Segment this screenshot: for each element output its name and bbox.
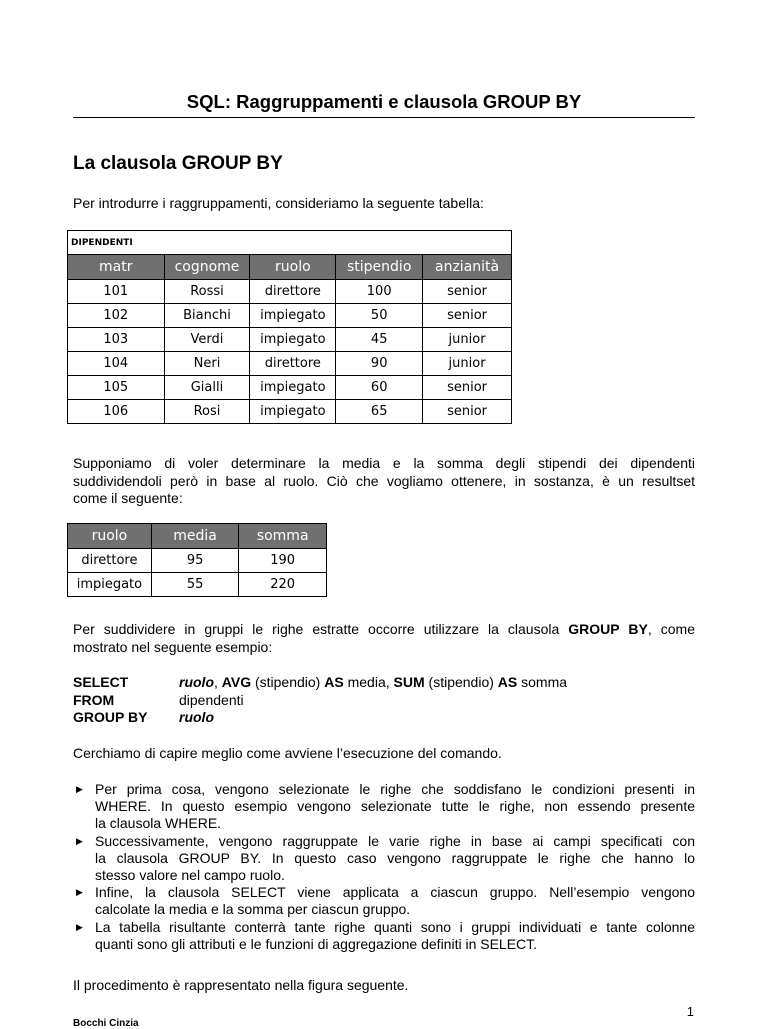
employees-table <box>67 230 512 424</box>
list-item: ▶ Per prima cosa, vengono selezionate le righe che soddisfano le condizioni presenti in WHERE. In questo esempio vengono selezionate tutte le righe, non essendo presente la clausola WHERE. <box>73 781 695 833</box>
table-row <box>68 352 512 376</box>
groupby-paragraph <box>73 621 695 656</box>
table-cell: 101 <box>68 280 165 304</box>
text-line: mostrato nel seguente esempio: <box>73 638 273 655</box>
table-cell: Rossi <box>164 280 250 304</box>
triangle-right-icon: ▶ <box>76 887 83 898</box>
triangle-right-icon: ▶ <box>76 835 83 846</box>
table-cell: 190 <box>239 549 327 573</box>
list-item: ▶ Successivamente, vengono raggruppate le varie righe in base ai campi specificati con la clausola GROUP BY. In questo caso vengono raggruppate le righe che hanno lo stesso valore nel campo ruolo. <box>73 833 695 885</box>
table-cell: 102 <box>68 304 165 328</box>
table-caption: DIPENDENTI <box>68 231 512 255</box>
table-cell: direttore <box>250 280 336 304</box>
column-header: ruolo <box>250 255 336 280</box>
sql-example <box>73 674 695 727</box>
procedure-paragraph: Il procedimento è rappresentato nella figura seguente. <box>73 977 409 993</box>
table-cell: 106 <box>68 400 165 424</box>
header-divider <box>73 117 695 118</box>
table-cell: impiegato <box>250 328 336 352</box>
column-header: cognome <box>164 255 250 280</box>
text-line: suddividendoli però in base al ruolo. Ciò che vogliamo ottenere, in sostanza, è un resultset <box>73 472 695 489</box>
footer-author: Bocchi Cinzia <box>73 1018 139 1029</box>
sql-keyword: FROM <box>73 691 115 708</box>
table-cell: senior <box>423 376 512 400</box>
table-cell: direttore <box>250 352 336 376</box>
table-row <box>68 328 512 352</box>
table-cell: senior <box>423 400 512 424</box>
section-heading: La clausola GROUP BY <box>73 153 283 174</box>
text-line: come il seguente: <box>73 490 183 506</box>
column-header: matr <box>68 255 165 280</box>
sql-from-line: FROM dipendenti <box>73 691 244 708</box>
sql-keyword: SELECT <box>73 674 129 690</box>
triangle-right-icon: ▶ <box>76 784 83 794</box>
table-cell: Verdi <box>164 328 250 352</box>
table-cell: impiegato <box>250 376 336 400</box>
page-number: 1 <box>686 1004 694 1019</box>
text-line: Per suddividere in gruppi le righe estratte occorre utilizzare la clausola GROUP BY, come <box>73 621 696 637</box>
table-row <box>68 304 512 328</box>
table-cell: impiegato <box>250 400 336 424</box>
table-cell: senior <box>423 304 512 328</box>
table-cell: 50 <box>336 304 423 328</box>
table-cell: Bianchi <box>164 304 250 328</box>
table-cell: direttore <box>68 549 152 573</box>
steps-list <box>73 781 695 953</box>
table-cell: 55 <box>151 573 239 597</box>
column-header: stipendio <box>336 255 423 280</box>
column-header: somma <box>239 524 327 549</box>
intro-paragraph: Per introdurre i raggruppamenti, consideriamo la seguente tabella: <box>73 195 484 211</box>
table-cell: 105 <box>68 376 165 400</box>
sql-keyword: GROUP BY <box>73 709 148 725</box>
table-row <box>68 280 512 304</box>
table-row <box>68 400 512 424</box>
table-cell: 95 <box>151 549 239 573</box>
table-row <box>68 573 327 597</box>
table-row <box>68 549 327 573</box>
table-cell: 220 <box>239 573 327 597</box>
understand-paragraph: Cerchiamo di capire meglio come avviene l’esecuzione del comando. <box>73 745 502 761</box>
sql-select-line: SELECT ruolo, AVG (stipendio) AS media, SUM (stipendio) AS somma <box>73 674 568 690</box>
table-cell: impiegato <box>250 304 336 328</box>
column-header: media <box>151 524 239 549</box>
table-cell: 60 <box>336 376 423 400</box>
column-header: anzianità <box>423 255 512 280</box>
triangle-right-icon: ▶ <box>76 921 83 932</box>
list-item: ▶ La tabella risultante conterrà tante righe quanti sono i gruppi individuati e tante colonne quanti sono gli attributi e le funzioni di aggregazione definiti in SELECT. <box>73 919 695 953</box>
text-line: Supponiamo di voler determinare la media e la somma degli stipendi dei dipendenti <box>73 455 695 471</box>
table-cell: Neri <box>164 352 250 376</box>
column-header: ruolo <box>68 524 152 549</box>
table-cell: junior <box>423 328 512 352</box>
sql-groupby-line: GROUP BY ruolo <box>73 709 214 725</box>
page-title: SQL: Raggruppamenti e clausola GROUP BY <box>186 91 582 112</box>
table-cell: 103 <box>68 328 165 352</box>
table-cell: 45 <box>336 328 423 352</box>
table-cell: junior <box>423 352 512 376</box>
list-item: ▶ Infine, la clausola SELECT viene applicata a ciascun gruppo. Nell’esempio vengono calcolate la media e la somma per ciascun gruppo. <box>73 884 695 918</box>
table-cell: impiegato <box>68 573 152 597</box>
table-cell: senior <box>423 280 512 304</box>
table-cell: 65 <box>336 400 423 424</box>
suppose-paragraph <box>73 455 695 508</box>
table-cell: 104 <box>68 352 165 376</box>
result-table <box>67 523 327 597</box>
table-row <box>68 376 512 400</box>
table-cell: Gialli <box>164 376 250 400</box>
table-cell: Rosi <box>164 400 250 424</box>
table-cell: 90 <box>336 352 423 376</box>
table-cell: 100 <box>336 280 423 304</box>
